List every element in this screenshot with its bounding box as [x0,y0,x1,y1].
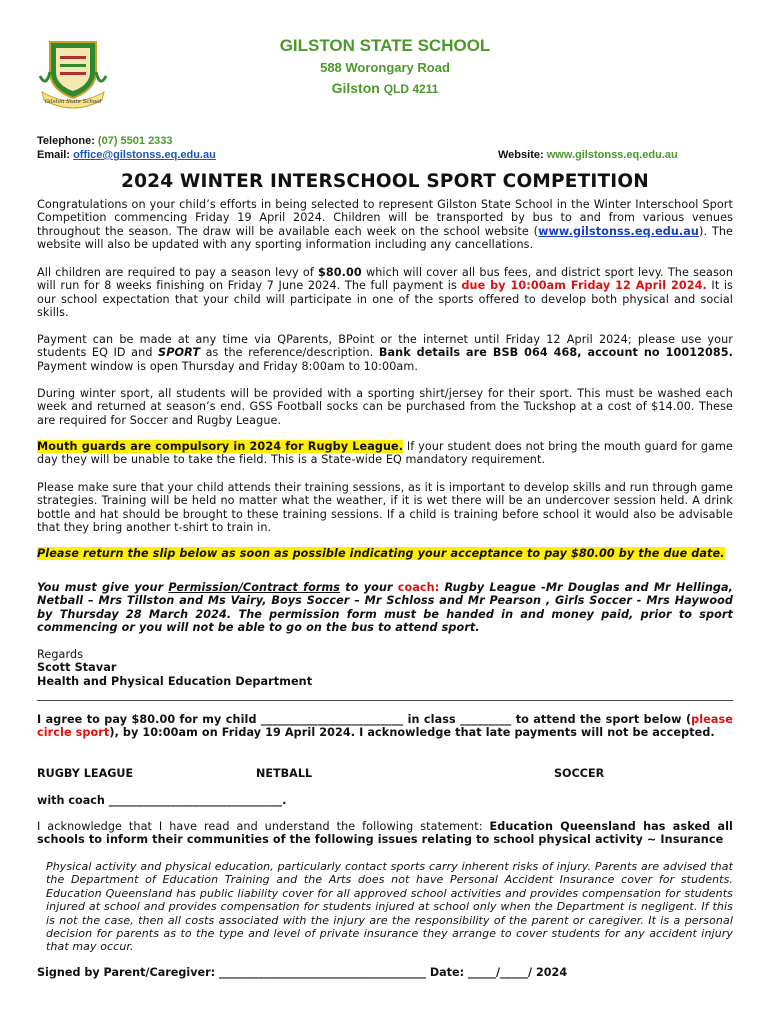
phone-label: Telephone: [37,135,95,147]
signoff-name: Scott Stavar [37,661,117,675]
tear-off-divider [37,700,733,701]
coach-line[interactable]: with coach _______________________________. [37,794,287,807]
paragraph-uniform [37,387,733,427]
payment-text-b: as the reference/description. [200,346,379,360]
signature-line[interactable]: Signed by Parent/Caregiver: _____________________________________ Date: _____/_____/ 2024 [37,966,568,979]
website-link[interactable]: www.gilstonss.eq.edu.au [546,149,678,161]
permission-text-c: Rugby League -Mr Douglas and Mr Hellinga, Netball – Mrs Tillston and Ms Vairy, Boys Soccer – Mr Schloss and Mr Pearson , Girls Soccer - Mrs Haywood by Thursday 28 March 2024. The permission form must be handed in and money paid, prior to sport commencing or you will not be able to go on the bus to attend sport. [37,581,733,635]
ack-text-a: I acknowledge that I have read and understand the following statement: [37,820,490,833]
email-line [37,149,216,161]
circle-sport-instruction: please circle sport [37,713,733,740]
signoff [37,648,733,688]
paragraph-training [37,481,733,535]
uniform-text: During winter sport, all students will be provided with a sporting shirt/jersey for their sport. This must be washed each week and returned at season’s end. GSS Football socks can be purchased from the Tuckshop at a cost of $14.00. These are required for Soccer and Rugby League. [37,387,733,427]
payment-text-c: Payment window is open Thursday and Friday 8:00am to 10:00am. [37,359,419,373]
return-slip-text: Please return the slip below as soon as possible indicating your acceptance to pay $80.00 by the due date. [37,547,725,560]
insurance-statement [46,860,733,954]
intro-after: ). The website will also be updated with any sporting information including any cancellations. [37,224,733,252]
school-name: GILSTON STATE SCHOOL [279,36,491,55]
school-suburb-line [0,80,770,96]
phone-number: (07) 5501 2333 [97,135,173,147]
school-street: 588 Worongary Road [320,60,450,75]
mouthguard-highlight: Mouth guards are compulsory in 2024 for Rugby League. [37,440,404,453]
paragraph-return-slip [37,547,733,560]
email-link[interactable]: office@gilstonss.eq.edu.au [73,149,216,161]
training-text: Please make sure that your child attends their training sessions, as it is important to develop skills and run through game strategies. Training will be held no matter what the weather, if it is wet there will be an undercover session held. A drink bottle and hat should be brought to these training sessions. If a child is training before school it would also be advisable that they bring another t-shirt to train in. [37,481,733,535]
levy-text-c: It is our school expectation that your child will participate in one of the sports offered to develop both physical and social skills. [37,279,733,320]
bank-details: Bank details are BSB 064 468, account no 10012085. [378,346,733,360]
regards: Regards [37,648,84,661]
website-label: Website: [498,149,544,161]
school-state-postcode: QLD 4211 [383,82,439,96]
insurance-text: Physical activity and physical education, particularly contact sports carry inherent risks of injury. Parents are advised that the Department of Education Training and the Arts does not have Personal Accident Insurance cover for students. Education Queensland has public liability cover for all approved school activities and provides compensation for students injured at school and provides compensation for students injured at school only when the Department is negligent. If this is not the case, then all costs associated with the injury are the responsibility of the parent or caregiver. It is a personal decision for parents as to the type and level of private insurance they arrange to cover students for any accident injury that may occur. [46,860,733,954]
levy-text-b: which will cover all bus fees, and district sport levy. The season will run for 8 weeks finishing on Friday 7 June 2024. The full payment is [37,266,734,293]
permission-text-b: to your [340,581,398,594]
sport-option-soccer[interactable]: SOCCER [554,767,605,780]
agree-text-b: ), by 10:00am on Friday 19 April 2024. I acknowledge that late payments will not be accepted. [109,726,715,740]
payment-text-a: Payment can be made at any time via QParents, BPoint or the internet until Friday 12 April 2024; please use your students EQ ID and [37,333,733,360]
paragraph-intro [37,198,733,252]
coach-label: coach: [397,581,440,594]
agree-text-a: I agree to pay $80.00 for my child _________________________ in class _________ to attend the sport below ( [37,713,692,726]
phone-line [37,135,173,147]
slip-agreement [37,713,733,740]
sport-option-rugby-league[interactable]: RUGBY LEAGUE [37,767,134,780]
sport-option-netball[interactable]: NETBALL [256,767,313,780]
permission-forms: Permission/Contract forms [168,581,341,594]
paragraph-permission [37,581,733,635]
intro-text: Congratulations on your child’s efforts in being selected to represent Gilston State School in the Winter Interschool Sport Competition commencing Friday 19 April 2024. Children will be transported by bus to and from various venues throughout the season. The draw will be available each week on the school website ( [37,198,733,238]
paragraph-payment [37,333,733,373]
website-line [498,149,678,161]
signoff-department: Health and Physical Education Department [37,674,313,688]
levy-amount: $80.00 [318,266,362,279]
ack-text-b: Education Queensland has asked all schools to inform their communities of the following issues relating to school physical activity ~ Insurance [37,820,733,847]
permission-text-a: You must give your [37,581,169,594]
svg-text:Gilston State School: Gilston State School [44,99,102,105]
email-label: Email: [37,149,71,161]
paragraph-levy [37,266,733,320]
page-title: 2024 WINTER INTERSCHOOL SPORT COMPETITION [121,171,649,192]
levy-due-date: due by 10:00am Friday 12 April 2024. [461,279,707,293]
levy-text-a: All children are required to pay a season levy of [37,266,319,279]
paragraph-mouthguard [37,440,733,467]
mouthguard-text: If your student does not bring the mouth guard for game day they will be unable to take the field. This is a State-wide EQ mandatory requirement. [37,440,733,467]
school-suburb: Gilston [331,80,380,96]
website-inline-link[interactable]: www.gilstonss.eq.edu.au [538,224,699,238]
payment-reference: SPORT [158,346,201,360]
acknowledgement [37,820,733,847]
